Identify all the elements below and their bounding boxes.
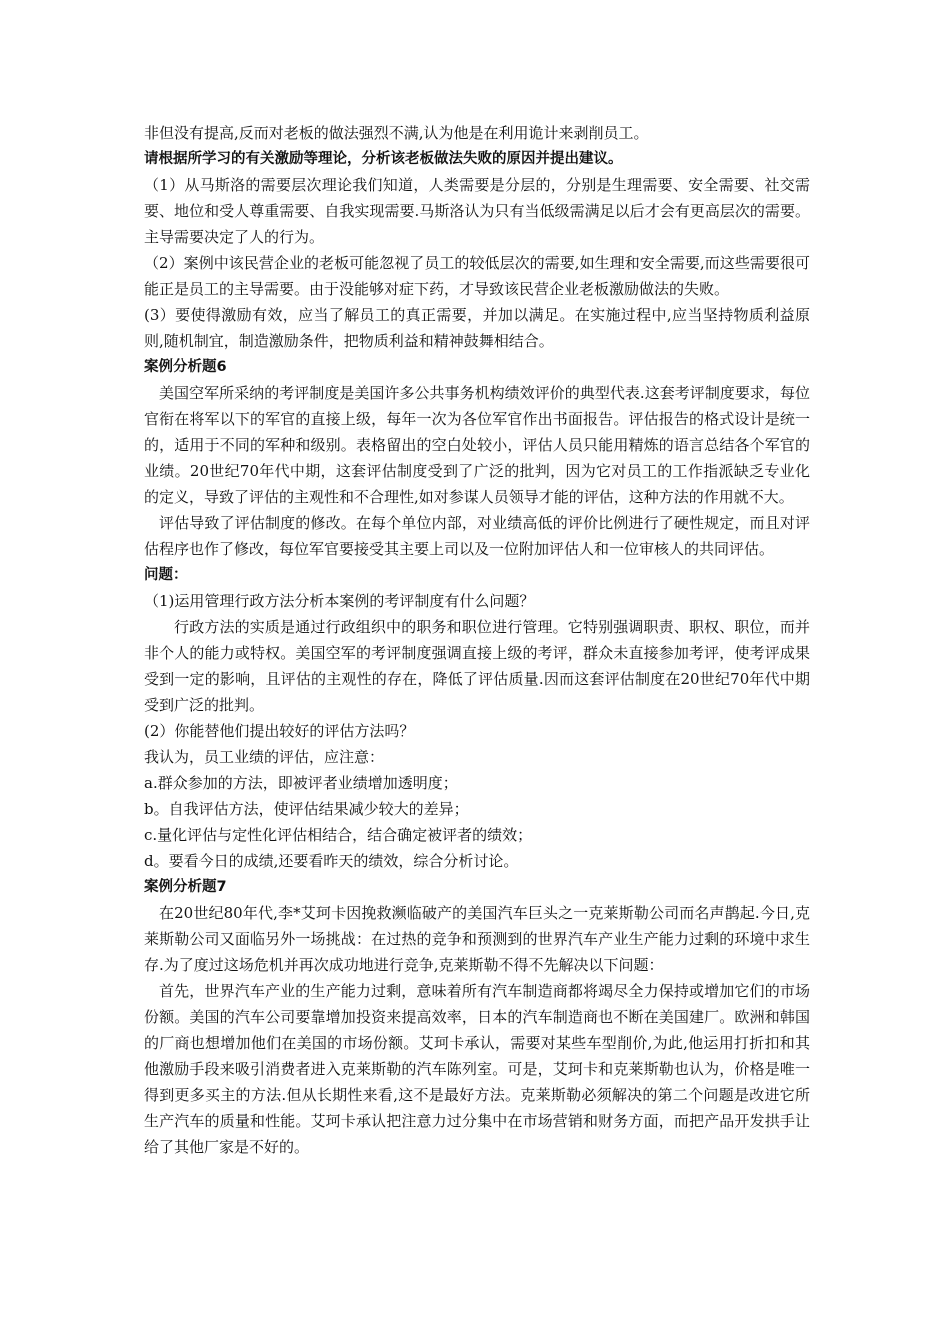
question-heading: 请根据所学习的有关激励等理论，分析该老板做法失败的原因并提出建议。 <box>144 151 623 167</box>
answer-2-item-a: a.群众参加的方法，即被评者业绩增加透明度； <box>144 774 458 792</box>
case-6-heading: 案例分析题6 <box>144 359 227 375</box>
answer-2-item-d: d。要看今日的成绩,还要看昨天的绩效，综合分析讨论。 <box>144 852 519 870</box>
question-2: (2）你能替他们提出较好的评估方法吗？ <box>144 722 415 740</box>
answer-point-1: （1）从马斯洛的需要层次理论我们知道，人类需要是分层的，分别是生理需要、安全需要、社交需要、地位和受人尊重需要、自我实现需要.马斯洛认为只有当低级需满足以后才会有更高层次的需要。主导需要决定了人的行为。 <box>144 176 810 246</box>
case-6-paragraph-1: 美国空军所采纳的考评制度是美国许多公共事务机构绩效评价的典型代表.这套考评制度要求，每位官衔在将军以下的军官的直接上级，每年一次为各位军官作出书面报告。评估报告的格式设计是统一的，适用于不同的军种和级别。表格留出的空白处较小，评估人员只能用精炼的语言总结各个军官的业绩。20世纪70年代中期，这套评估制度受到了广泛的批判，因为它对员工的工作指派缺乏专业化的定义，导致了评估的主观性和不合理性,如对参谋人员领导才能的评估，这种方法的作用就不大。 <box>144 384 810 506</box>
case-6-paragraph-2: 评估导致了评估制度的修改。在每个单位内部，对业绩高低的评价比例进行了硬性规定，而且对评估程序也作了修改，每位军官要接受其主要上司以及一位附加评估人和一位审核人的共同评估。 <box>144 514 810 558</box>
questions-heading: 问题： <box>144 567 188 583</box>
answer-2-item-c: c.量化评估与定性化评估相结合，结合确定被评者的绩效； <box>144 826 533 844</box>
case-7-heading: 案例分析题7 <box>144 879 227 895</box>
answer-point-2: （2）案例中该民营企业的老板可能忽视了员工的较低层次的需要,如生理和安全需要,而这些需要很可能正是员工的主导需要。由于没能够对症下药，才导致该民营企业老板激励做法的失败。 <box>144 254 810 298</box>
case-7-paragraph-2: 首先，世界汽车产业的生产能力过剩，意味着所有汽车制造商都将竭尽全力保持或增加它们的市场份额。美国的汽车公司要靠增加投资来提高效率，日本的汽车制造商也不断在美国建厂。欧洲和韩国的厂商也想增加他们在美国的市场份额。艾珂卡承认，需要对某些车型削价,为此,他运用打折扣和其他激励手段来吸引消费者进入克莱斯勒的汽车陈列室。可是，艾珂卡和克莱斯勒也认为，价格是唯一得到更多买主的方法.但从长期性来看,这不是最好方法。克莱斯勒必须解决的第二个问题是改进它所生产汽车的质量和性能。艾珂卡承认把注意力过分集中在市场营销和财务方面，而把产品开发拱手让给了其他厂家是不好的。 <box>144 982 810 1156</box>
document-page <box>144 120 810 1160</box>
question-1: （1)运用管理行政方法分析本案例的考评制度有什么问题？ <box>144 592 535 610</box>
answer-1: 行政方法的实质是通过行政组织中的职务和职位进行管理。它特别强调职责、职权、职位，而并非个人的能力或特权。美国空军的考评制度强调直接上级的考评，群众未直接参加考评，使考评成果受到一定的影响，且评估的主观性的存在，降低了评估质量.因而这套评估制度在20世纪70年代中期受到广泛的批判。 <box>144 618 810 714</box>
answer-2-item-b: b。自我评估方法，使评估结果减少较大的差异； <box>144 800 469 818</box>
paragraph-result: 非但没有提高,反而对老板的做法强烈不满,认为他是在利用诡计来剥削员工。 <box>144 124 649 142</box>
answer-point-3: (3）要使得激励有效，应当了解员工的真正需要，并加以满足。在实施过程中,应当坚持物质利益原则,随机制宜，制造激励条件，把物质利益和精神鼓舞相结合。 <box>144 306 810 350</box>
case-7-paragraph-1: 在20世纪80年代,李*艾珂卡因挽救濒临破产的美国汽车巨头之一克莱斯勒公司而名声鹊起.今日,克莱斯勒公司又面临另外一场挑战：在过热的竞争和预测到的世界汽车产业生产能力过剩的环境中求生存.为了度过这场危机并再次成功地进行竞争,克莱斯勒不得不先解决以下问题： <box>144 904 810 974</box>
answer-2-intro: 我认为，员工业绩的评估，应注意： <box>144 748 385 766</box>
